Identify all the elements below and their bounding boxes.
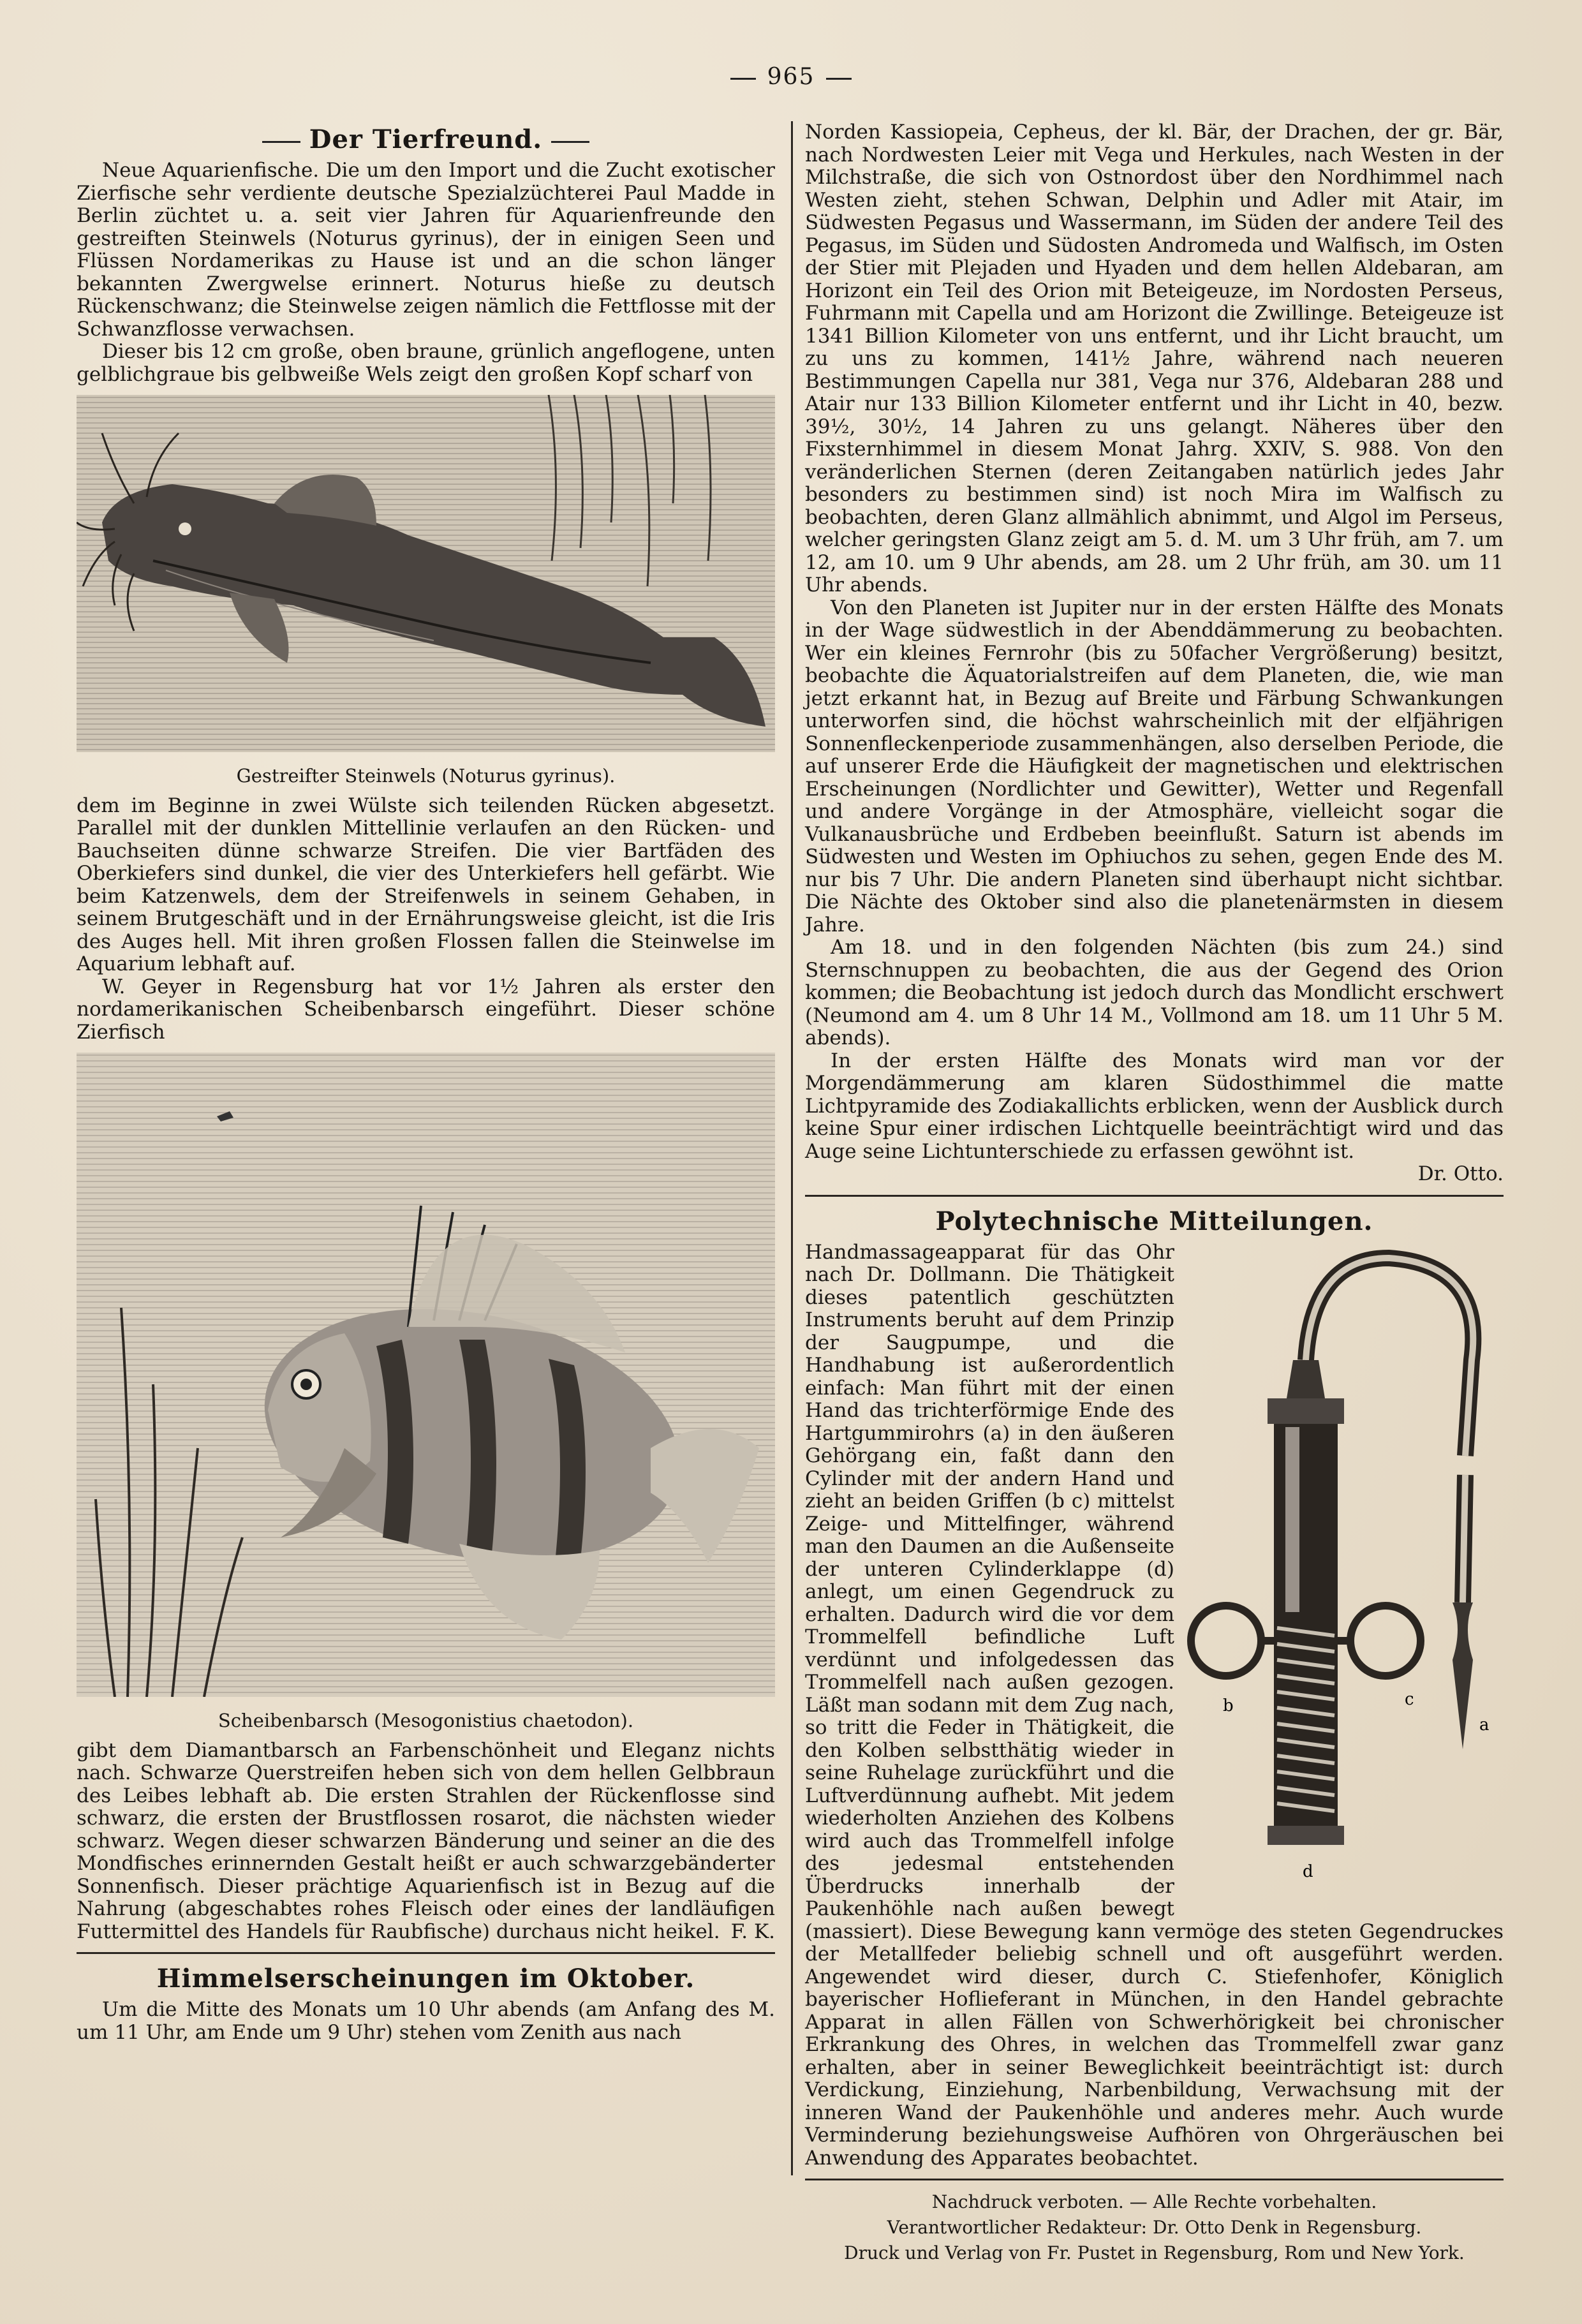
section-title-polytechnik: Polytechnische Mitteilungen. xyxy=(935,1206,1373,1236)
label-c: c xyxy=(1405,1689,1414,1709)
apparatus-engraving xyxy=(1185,1245,1504,1902)
footer-divider xyxy=(805,2179,1504,2180)
label-d: d xyxy=(1303,1861,1313,1881)
paragraph: Norden Kassiopeia, Cepheus, der kl. Bär, der Drachen, der gr. Bär, nach Nordwesten Leier mit Vega und Herkules, nach Westen in der Milchstraße, die sich von Ostnordost über den Nordhimmel nach Westen zieht, stehen Schwan, Delphin und Adler mit Atair, im Südwesten Pegasus und Wassermann, im Süden der andere Teil des Pegasus, im Süden und Südosten Andromeda und Walfisch, im Osten der Stier mit Plejaden und Hyaden und dem hellen Aldebaran, am Horizont ein Teil des Orion mit Beteigeuze, im Nordosten Perseus, Fuhrmann mit Capella und am Horizont die Zwillinge. Beteigeuze ist 1341 Billion Kilometer von uns entfernt, und ihr Licht braucht, um zu uns zu kommen, 141½ Jahre, während nach neueren Bestimmungen Capella nur 381, Vega nur 376, Aldebaran 288 und Atair nur 133 Billion Kilometer entfernt und ihr Licht in 40, bezw. 39½, 30½, 14 Jahren zu uns gelangt. Näheres über den Fixsternhimmel in diesem Monat Jahrg. XXIV, S. 988. Von den veränderlichen Sternen (deren Zeitangaben natürlich jedes Jahr besonders zu bestimmen sind) ist noch Mira im Walfisch zu beobachten, deren Glanz allmählich abnimmt, und Algol im Perseus, welcher geringsten Glanz zeigt am 5. d. M. um 3 Uhr früh, am 7. um 12, am 10. um 9 Uhr abends, am 28. um 2 Uhr früh, am 30. um 11 Uhr abends. xyxy=(805,121,1504,596)
sunfish-engraving xyxy=(77,1053,775,1697)
paragraph: Am 18. und in den folgenden Nächten (bis zum 24.) sind Sternschnuppen zu beobachten, die aus der Gegend des Orion kommen; die Beobachtung ist jedoch durch das Mondlicht erschwert (Neumond am 4. um 8 Uhr 14 M., Vollmond am 18. um 11 Uhr 5 M. abends). xyxy=(805,936,1504,1049)
signature: F. K. xyxy=(730,1920,775,1943)
footer-publisher: Druck und Verlag von Fr. Pustet in Regensburg, Rom und New York. xyxy=(844,2242,1465,2263)
paragraph: Von den Planeten ist Jupiter nur in der ersten Hälfte des Monats in der Wage südwestlich in der Abenddämmerung zu beobachten. Wer ein kleines Fernrohr (bis zu 50facher Vergrößerung) besitzt, beobachte die Äquatorialstreifen auf dem Planeten, die, wie man jetzt erkannt hat, in Bezug auf Breite und Färbung Schwankungen unterworfen sind, die höchst wahrscheinlich mit der elfjährigen Sonnenfleckenperiode zusammenhängen, also derselben Periode, die auf unserer Erde die Häufigkeit der magnetischen und elektrischen Erscheinungen (Nordlichter und Gewitter), Wetter und Regenfall und andere Vorgänge in der Atmosphäre, vielleicht sogar die Vulkanausbrüche und Erdbeben beeinflußt. Saturn ist abends im Südwesten und Westen im Ophiuchos zu sehen, gegen Ende des M. nur bis 7 Uhr. Die andern Planeten sind überhaupt nicht sichtbar. Die Nächte des Oktober sind also die planetenärmsten in diesem Jahre. xyxy=(805,596,1504,936)
ornament-left xyxy=(730,78,756,80)
figure-caption: Gestreifter Steinwels (Noturus gyrinus). xyxy=(236,764,616,787)
footer-copyright: Nachdruck verboten. — Alle Rechte vorbehalten. xyxy=(931,2191,1377,2212)
paragraph: Neue Aquarienfische. Die um den Import und die Zucht exotischer Zierfische sehr verdiente deutsche Spezialzüchterei Paul Madde in Berlin züchtet u. a. seit vier Jahren für Aquarienfreunde den gestreiften Steinwels (Noturus gyrinus), der in einigen Seen und Flüssen Nordamerikas zu Hause ist und an die schon länger bekannten Zwergwelse erinnert. Noturus hieße zu deutsch Rückenschwanz; die Steinwelse zeigen nämlich die Fettflosse mit der Schwanzflosse verwachsen. xyxy=(77,159,775,341)
signature: Dr. Otto. xyxy=(1417,1162,1504,1185)
paragraph: dem im Beginne in zwei Wülste sich teilenden Rücken abgesetzt. Parallel mit der dunklen Mittellinie verlaufen an den Rücken- und Bauchseiten dünne schwarze Streifen. Die vier Bartfäden des Oberkiefers sind dunkel, die vier des Unterkiefers hell gefärbt. Wie beim Katzenwels, dem der Streifenwels in seinem Gehaben, in seinem Brutgeschäft und in der Ernährungsweise gleicht, ist die Iris des Auges hell. Mit ihren großen Flossen fallen die Steinwelse im Aquarium lebhaft auf. xyxy=(77,794,775,975)
page-number: 965 xyxy=(0,64,1582,90)
paragraph: gibt dem Diamantbarsch an Farbenschönheit und Eleganz nichts nach. Schwarze Querstreifen heben sich von dem hellen Gelbbraun des Leibes lebhaft ab. Die ersten Strahlen der Rückenflosse sind schwarz, die ersten der Brustflossen rosarot, die nächsten wieder schwarz. Wegen dieser schwarzen Bänderung und seiner an die des Mondfisches erinnernden Gestalt heißt er auch schwarzgebänderter Sonnenfisch. Dieser prächtige Aquarienfisch ist in Bezug auf die Nahrung (abgeschabtes rohes Fleisch oder eines der landläufigen Futtermittel des Handels für Raubfische) durchaus nicht heikel. F. K. xyxy=(77,1738,775,1943)
sunfish-illustration xyxy=(77,1053,775,1733)
ear-massage-apparatus-illustration xyxy=(1185,1245,1504,1902)
catfish-engraving xyxy=(77,395,775,752)
section-title-tierfreund: Der Tierfreund. xyxy=(77,124,775,156)
ornament-right xyxy=(826,78,852,80)
figure-caption: Scheibenbarsch (Mesogonistius chaetodon). xyxy=(218,1709,634,1731)
right-column xyxy=(805,121,1504,2266)
label-b: b xyxy=(1223,1696,1234,1715)
section-title-himmel: Himmelserscheinungen im Oktober. xyxy=(156,1964,695,1994)
column-divider xyxy=(791,121,793,2175)
paragraph: Handmassageapparat für das Ohr nach Dr. Dollmann. Die Thätigkeit dieses patentlich geschützten Instruments beruht auf dem Prinzip der Saugpumpe, und die Handhabung ist außerordentlich einfach: Man führt mit der einen Hand das trichterförmige Ende des Hartgummirohrs (a) in den äußeren Gehörgang ein, faßt dann den Cylinder mit der andern Hand und zieht an beiden Griffen (b c) mittelst Zeige- und Mittelfinger, während man den Daumen an die Außenseite der unteren Cylinderklappe (d) anlegt, um einen Gegendruck zu erhalten. Dadurch wird die vor dem Trommelfell befindliche Luft verdünnt und infolgedessen das Trommelfell nach außen gezogen. Läßt man sodann mit dem Zug nach, so tritt die Feder in Thätigkeit, die den Kolben selbstthätig wieder in seine Ruhelage zurückführt und die Luftverdünnung aufhebt. Mit jedem wiederholten Anziehen des Kolbens wird auch das Trommelfell infolge des jedesmal entstehenden Überdrucks innerhalb der Paukenhöhle nach außen bewegt (massiert). Diese Bewegung kann vermöge des steten Gegendruckes der Metallfeder beliebig schnell und oft ausgeführt werden. Angewendet wird dieser, durch C. Stiefenhofer, Königlich bayerischer Hoflieferant in München, in den Handel gebrachte Apparat in allen Fällen von Schwerhörigkeit bei chronischer Erkrankung des Ohres, in welchen das Trommelfell zwar ganz erhalten, aber in seiner Beweglichkeit beeinträchtigt ist: durch Verdickung, Einziehung, Narbenbildung, Verwachsung mit der inneren Wand der Paukenhöhle und anderes mehr. Auch wurde Verminderung beziehungsweise Aufhören von Ohrgeräuschen bei Anwendung des Apparates beobachtet. xyxy=(805,1240,1504,2170)
paragraph: W. Geyer in Regensburg hat vor 1½ Jahren als erster den nordamerikanischen Scheibenbarsch eingeführt. Dieser schöne Zierfisch xyxy=(77,975,775,1044)
label-a: a xyxy=(1479,1715,1490,1735)
catfish-illustration xyxy=(77,395,775,788)
section-divider xyxy=(805,1195,1504,1197)
section-divider xyxy=(77,1952,775,1954)
paragraph: In der ersten Hälfte des Monats wird man vor der Morgendämmerung am klaren Südosthimmel die matte Lichtpyramide des Zodiakallichts erblicken, wenn der Ausblick durch keine Spur einer irdischen Lichtquelle beeinträchtigt wird und das Auge seine Lichtunterschiede zu erfassen gewöhnt ist. xyxy=(805,1049,1504,1163)
left-column xyxy=(77,121,775,2044)
paragraph: Dieser bis 12 cm große, oben braune, grünlich angeflogene, unten gelblichgraue bis gelbweiße Wels zeigt den großen Kopf scharf von xyxy=(77,340,775,386)
footer-editor: Verantwortlicher Redakteur: Dr. Otto Denk in Regensburg. xyxy=(887,2217,1422,2238)
paragraph: Um die Mitte des Monats um 10 Uhr abends (am Anfang des M. um 11 Uhr, am Ende um 9 Uhr) stehen vom Zenith aus nach xyxy=(77,1998,775,2044)
